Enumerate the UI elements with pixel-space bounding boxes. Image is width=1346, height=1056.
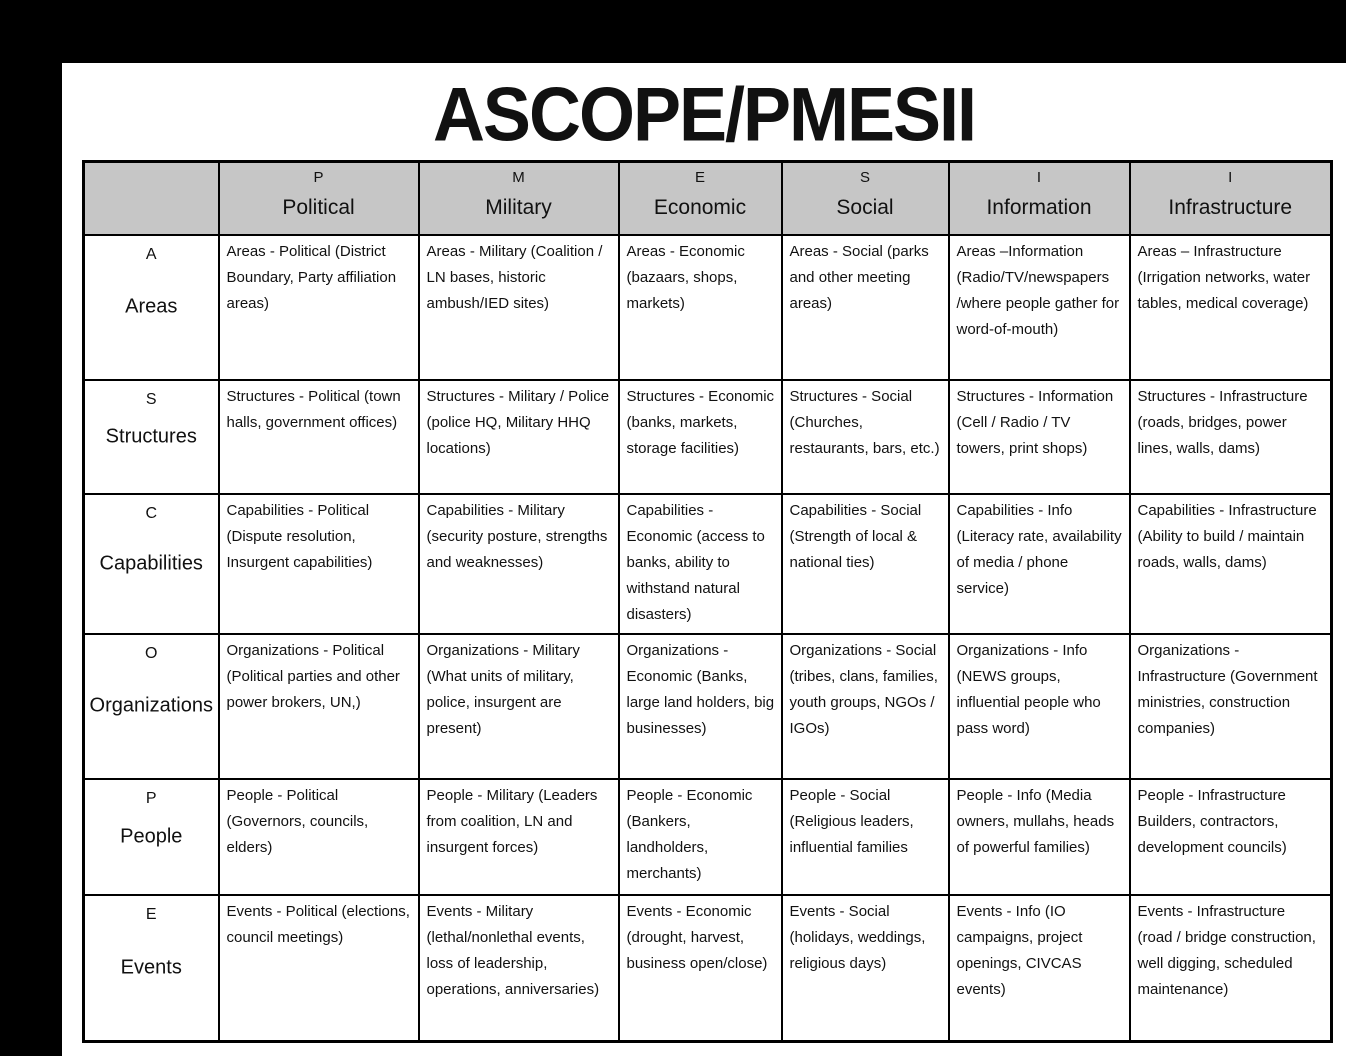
row-label-capabilities	[84, 494, 219, 634]
page-title: ASCOPE/PMESII	[432, 72, 976, 157]
cell-people-social: People - Social (Religious leaders, influential families	[782, 779, 949, 895]
corner-cell	[84, 162, 219, 235]
header-cell-economic	[619, 162, 782, 235]
header-letter-military: M	[512, 169, 525, 186]
header-cell-infrastructure	[1130, 162, 1332, 235]
header-name-economic: Economic	[653, 196, 747, 219]
row-name-people: People	[120, 825, 183, 847]
row-label-areas	[84, 235, 219, 380]
cell-people-infrastructure: People - Infrastructure Builders, contractors, development councils)	[1130, 779, 1332, 895]
header-letter-infrastructure: I	[1228, 169, 1233, 186]
row-letter-structures: S	[145, 390, 157, 408]
header-name-information: Information	[986, 196, 1092, 219]
row-name-capabilities: Capabilities	[99, 552, 203, 574]
row-letter-events: E	[145, 905, 157, 923]
row-name-organizations: Organizations	[89, 694, 213, 717]
row-letter-organizations: O	[145, 644, 158, 662]
table-row-organizations	[84, 634, 1332, 779]
ascope-pmesii-table	[82, 160, 1333, 1043]
cell-areas-information: Areas –Information (Radio/TV/newspapers /where people gather for word-of-mouth)	[949, 235, 1130, 380]
header-letter-social: S	[859, 169, 870, 186]
row-name-events: Events	[120, 956, 182, 979]
row-letter-areas: A	[145, 245, 157, 263]
header-name-military: Military	[485, 196, 552, 219]
cell-capabilities-economic: Capabilities - Economic (access to banks, ability to withstand natural disasters)	[619, 494, 782, 634]
table-row-capabilities	[84, 494, 1332, 634]
cell-areas-political: Areas - Political (District Boundary, Party affiliation areas)	[219, 235, 419, 380]
header-cell-military	[419, 162, 619, 235]
header-letter-economic: E	[694, 169, 705, 186]
cell-events-infrastructure: Events - Infrastructure (road / bridge construction, well digging, scheduled maintenance)	[1130, 895, 1332, 1042]
header-cell-political	[219, 162, 419, 235]
cell-organizations-infrastructure: Organizations - Infrastructure (Government ministries, construction companies)	[1130, 634, 1332, 779]
table-row-people	[84, 779, 1332, 895]
cell-areas-infrastructure: Areas – Infrastructure (Irrigation networks, water tables, medical coverage)	[1130, 235, 1332, 380]
cell-capabilities-social: Capabilities - Social (Strength of local & national ties)	[782, 494, 949, 634]
cell-capabilities-infrastructure: Capabilities - Infrastructure (Ability to build / maintain roads, walls, dams)	[1130, 494, 1332, 634]
cell-events-military: Events - Military (lethal/nonlethal events, loss of leadership, operations, anniversaries)	[419, 895, 619, 1042]
row-label-structures	[84, 380, 219, 494]
row-letter-capabilities: C	[145, 504, 158, 522]
cell-people-political: People - Political (Governors, councils, elders)	[219, 779, 419, 895]
header-cell-information	[949, 162, 1130, 235]
slide-content	[62, 63, 1346, 1056]
cell-organizations-information: Organizations - Info (NEWS groups, influential people who pass word)	[949, 634, 1130, 779]
cell-events-social: Events - Social (holidays, weddings, religious days)	[782, 895, 949, 1042]
cell-people-military: People - Military (Leaders from coalition, LN and insurgent forces)	[419, 779, 619, 895]
header-row	[84, 162, 1332, 235]
header-name-infrastructure: Infrastructure	[1168, 196, 1293, 219]
header-cell-social	[782, 162, 949, 235]
cell-structures-social: Structures - Social (Churches, restaurants, bars, etc.)	[782, 380, 949, 494]
cell-areas-economic: Areas - Economic (bazaars, shops, markets)	[619, 235, 782, 380]
cell-organizations-military: Organizations - Military (What units of military, police, insurgent are present)	[419, 634, 619, 779]
cell-people-information: People - Info (Media owners, mullahs, heads of powerful families)	[949, 779, 1130, 895]
cell-structures-infrastructure: Structures - Infrastructure (roads, bridges, power lines, walls, dams)	[1130, 380, 1332, 494]
cell-organizations-political: Organizations - Political (Political parties and other power brokers, UN,)	[219, 634, 419, 779]
cell-people-economic: People - Economic (Bankers, landholders, merchants)	[619, 779, 782, 895]
table-row-events	[84, 895, 1332, 1042]
header-name-political: Political	[282, 196, 355, 219]
table-row-areas	[84, 235, 1332, 380]
row-name-areas: Areas	[125, 295, 178, 318]
cell-areas-military: Areas - Military (Coalition / LN bases, historic ambush/IED sites)	[419, 235, 619, 380]
row-name-structures: Structures	[105, 425, 197, 447]
row-label-people	[84, 779, 219, 895]
row-label-events	[84, 895, 219, 1042]
cell-capabilities-military: Capabilities - Military (security posture, strengths and weaknesses)	[419, 494, 619, 634]
cell-capabilities-information: Capabilities - Info (Literacy rate, availability of media / phone service)	[949, 494, 1130, 634]
row-label-organizations	[84, 634, 219, 779]
cell-structures-political: Structures - Political (town halls, government offices)	[219, 380, 419, 494]
header-name-social: Social	[836, 196, 894, 219]
cell-structures-military: Structures - Military / Police (police HQ, Military HHQ locations)	[419, 380, 619, 494]
cell-organizations-economic: Organizations - Economic (Banks, large land holders, big businesses)	[619, 634, 782, 779]
table-row-structures	[84, 380, 1332, 494]
cell-capabilities-political: Capabilities - Political (Dispute resolution, Insurgent capabilities)	[219, 494, 419, 634]
cell-structures-information: Structures - Information (Cell / Radio / TV towers, print shops)	[949, 380, 1130, 494]
cell-areas-social: Areas - Social (parks and other meeting areas)	[782, 235, 949, 380]
cell-structures-economic: Structures - Economic (banks, markets, storage facilities)	[619, 380, 782, 494]
cell-events-economic: Events - Economic (drought, harvest, business open/close)	[619, 895, 782, 1042]
row-letter-people: P	[145, 789, 157, 807]
header-letter-political: P	[313, 169, 324, 186]
cell-events-political: Events - Political (elections, council meetings)	[219, 895, 419, 1042]
cell-organizations-social: Organizations - Social (tribes, clans, families, youth groups, NGOs / IGOs)	[782, 634, 949, 779]
cell-events-information: Events - Info (IO campaigns, project openings, CIVCAS events)	[949, 895, 1130, 1042]
header-letter-information: I	[1036, 169, 1042, 186]
